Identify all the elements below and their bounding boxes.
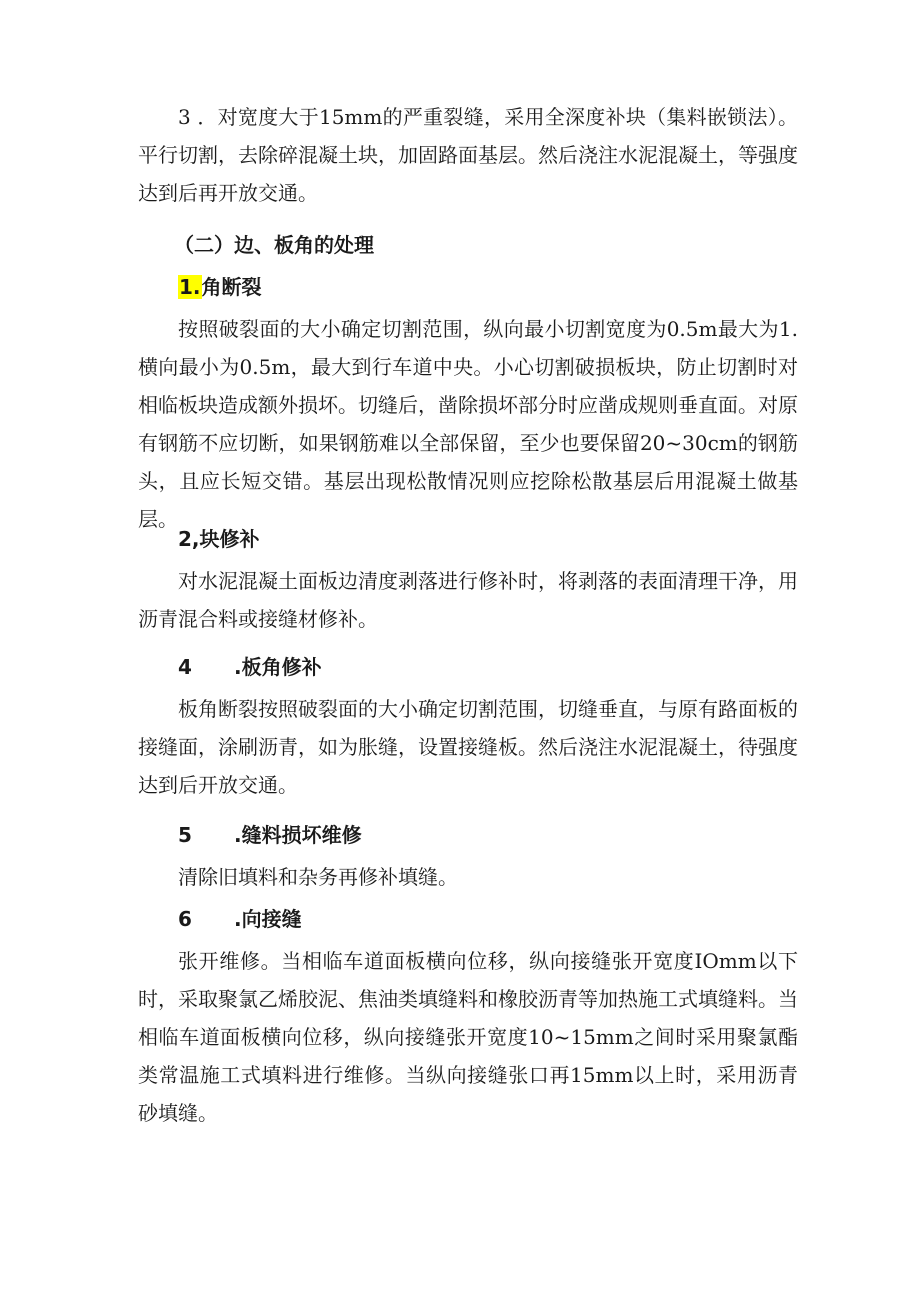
heading-joint-material-repair [178, 816, 362, 854]
heading-label: .缝料损坏维修 [234, 823, 362, 847]
paragraph-block-repair: 对水泥混凝土面板边清度剥落进行修补时，将剥落的表面清理干净，用沥青混合料或接缝材修补。 [138, 569, 798, 631]
paragraph-full-depth-patch: 3 ．对宽度大于15mm的严重裂缝，采用全深度补块（集料嵌锁法）。平行切割，去除碎混凝土块，加固路面基层。然后浇注水泥混凝土，等强度达到后再开放交通。 [138, 105, 798, 205]
heading-number: 5 [178, 823, 192, 847]
heading-block-repair: 2,块修补 [178, 527, 260, 551]
heading-label: .板角修补 [234, 655, 322, 679]
paragraph-joint-material-repair: 清除旧填料和杂务再修补填缝。 [178, 865, 458, 889]
heading-number: 4 [178, 655, 192, 679]
paragraph-slab-corner-repair: 板角断裂按照破裂面的大小确定切割范围，切缝垂直，与原有路面板的接缝面，涂刷沥青，如为胀缝，设置接缝板。然后浇注水泥混凝土，待强度达到后开放交通。 [138, 697, 798, 797]
paragraph-corner-break: 按照破裂面的大小确定切割范围，纵向最小切割宽度为0.5m最大为1.横向最小为0.5m，最大到行车道中央。小心切割破损板块，防止切割时对相临板块造成额外损坏。切缝后，凿除损坏部分时应凿成规则垂直面。对原有钢筋不应切断，如果钢筋难以全部保留，至少也要保留20~30cm的钢筋头，且应长短交错。基层出现松散情况则应挖除松散基层后用混凝土做基层。 [138, 317, 798, 531]
heading-slab-corner-repair [178, 648, 322, 686]
heading-label: .向接缝 [234, 907, 302, 931]
heading-longitudinal-joint [178, 900, 302, 938]
paragraph-longitudinal-joint: 张开维修。当相临车道面板横向位移，纵向接缝张开宽度IOmm以下时，采取聚氯乙烯胶泥、焦油类填缝料和橡胶沥青等加热施工式填缝料。当相临车道面板横向位移，纵向接缝张开宽度10~15mm之间时采用聚氯酯类常温施工式填料进行维修。当纵向接缝张口再15mm以上时，采用沥青砂填缝。 [138, 949, 798, 1125]
heading-label: 角断裂 [201, 275, 262, 299]
section-heading-edge-corner: （二）边、板角的处理 [174, 233, 374, 257]
heading-number-highlight: 1. [179, 275, 201, 299]
heading-corner-break [178, 268, 262, 306]
heading-number: 6 [178, 907, 192, 931]
